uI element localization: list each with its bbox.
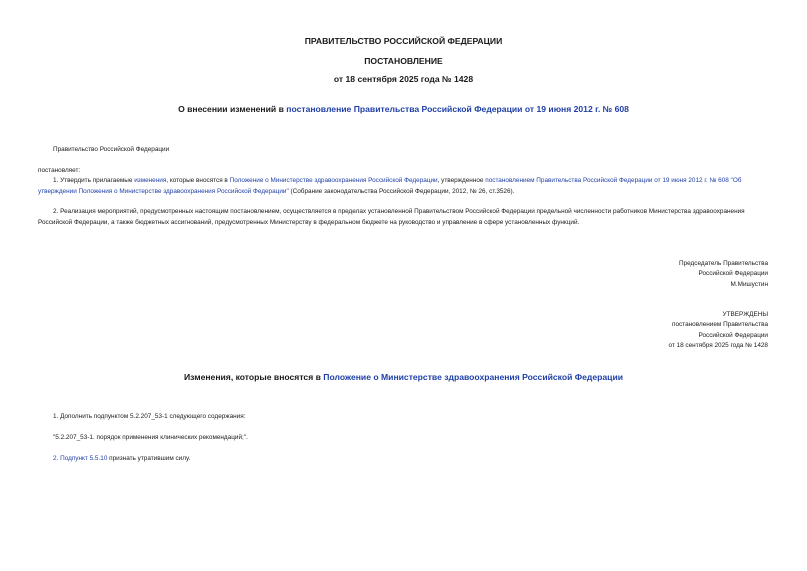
change-item-1-quote: "5.2.207_53-1. порядок применения клинических рекомендаций;".: [53, 434, 248, 441]
approved-line-2: Российской Федерации: [698, 332, 768, 339]
resolution-608-link[interactable]: постановлением Правительства Российской Федерации от 19 июня 2012 г. № 608 "Об утверждении Положения о Министерстве здравоохранения Российской Федерации": [38, 177, 742, 195]
date-number: от 18 сентября 2025 года № 1428: [333, 74, 474, 84]
signature-org: Российской Федерации: [698, 270, 768, 277]
document-title: [0, 104, 807, 114]
item1-text-3: , утвержденное: [437, 177, 486, 184]
change-item-2-text: признать утратившим силу.: [107, 455, 191, 462]
government-heading: ПРАВИТЕЛЬСТВО РОССИЙСКОЙ ФЕДЕРАЦИИ: [304, 36, 503, 46]
item1-text-1: 1. Утвердить прилагаемые: [53, 177, 135, 184]
approved-label: УТВЕРЖДЕНЫ: [722, 311, 768, 318]
resolution-item-2: 2. Реализация мероприятий, предусмотренных настоящим постановлением, осуществляется в пределах установленной Правительством Российской Федерации предельной численности работников Министерства здравоохранения Российской Федерации, а также бюджетных ассигнований, предусмотренных Министерству в федеральном бюджете на руководство и управление в сфере установленных функций.: [38, 208, 745, 226]
approved-line-1: постановлением Правительства: [672, 321, 768, 328]
government-line: Правительство Российской Федерации: [53, 146, 170, 153]
resolves-line: постановляет:: [38, 167, 81, 174]
signature-position: Председатель Правительства: [679, 260, 768, 267]
title-prefix: О внесении изменений в: [178, 104, 287, 114]
changes-heading: [0, 372, 807, 382]
changes-heading-prefix: Изменения, которые вносятся в: [183, 372, 324, 382]
item1-text-4: (Собрание законодательства Российской Федерации, 2012, № 26, ст.3526).: [288, 187, 515, 195]
signature-name: М.Мишустин: [730, 281, 768, 288]
resolution-item-1: [38, 176, 769, 197]
change-item-2-number: 2.: [53, 455, 61, 462]
changes-link[interactable]: изменения: [134, 177, 167, 184]
change-item-2: [53, 454, 190, 464]
subpoint-link[interactable]: Подпункт 5.5.10: [60, 455, 108, 462]
regulation-link[interactable]: Положение о Министерстве здравоохранения Российской Федерации: [229, 177, 438, 184]
item1-text-2: , которые вносятся в: [166, 177, 230, 184]
doc-type-heading: ПОСТАНОВЛЕНИЕ: [364, 56, 443, 66]
approved-line-3: от 18 сентября 2025 года № 1428: [668, 342, 768, 349]
changes-heading-link[interactable]: Положение о Министерстве здравоохранения Российской Федерации: [323, 372, 624, 382]
change-item-1: 1. Дополнить подпунктом 5.2.207_53-1 следующего содержания:: [53, 413, 246, 420]
title-link[interactable]: постановление Правительства Российской Федерации от 19 июня 2012 г. № 608: [286, 104, 629, 114]
